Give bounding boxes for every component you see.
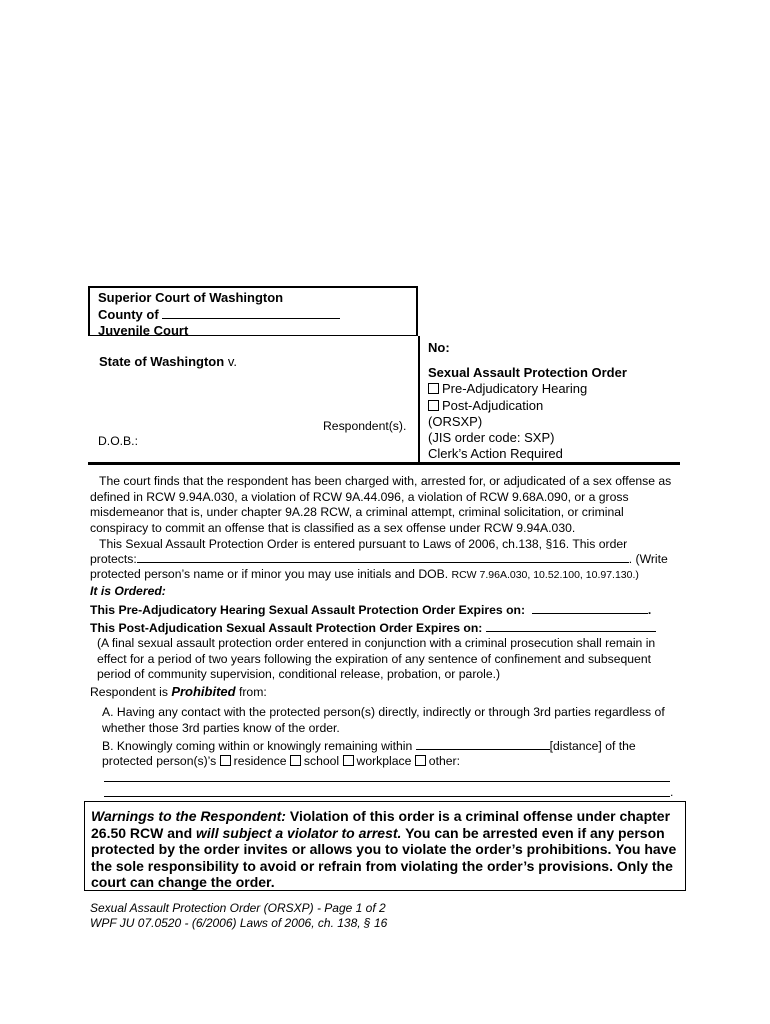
jis-code: (JIS order code: SXP) bbox=[428, 430, 555, 445]
option-pre-adjudicatory[interactable]: Pre-Adjudicatory Hearing bbox=[428, 381, 587, 398]
it-is-ordered: It is Ordered: bbox=[90, 584, 166, 598]
order-title: Sexual Assault Protection Order bbox=[428, 365, 627, 380]
item-b: B. Knowingly coming within or knowingly remaining within [distance] of the bbox=[102, 739, 636, 753]
warning-text-2: will subject a violator to arrest. bbox=[196, 824, 402, 841]
footer-form-id: WPF JU 07.0520 - (6/2006) Laws of 2006, ch. 138, § 16 bbox=[90, 916, 388, 930]
post-expires-line: This Post-Adjudication Sexual Assault Protection Order Expires on: bbox=[90, 621, 678, 637]
warning-lead: Warnings to the Respondent: bbox=[91, 808, 286, 824]
state-line: State of Washington v. bbox=[99, 354, 237, 369]
court-finding: The court finds that the respondent has been charged with, arrested for, or adjudicated of a sex offense as defined in RCW 9.94A.030, a violation of RCW 9A.44.096, a violation of RCW 9.68A.090, or a gross misdemeanor that is, under chapter 9A.28 RCW, a criminal attempt, criminal solicitation, or criminal conspiracy to commit an offense that is classified as a sex offense under RCW 9.94A.030. bbox=[90, 474, 672, 535]
clerk-action: Clerk’s Action Required bbox=[428, 446, 563, 461]
footer-page-info: Sexual Assault Protection Order (ORSXP) - Page 1 of 2 bbox=[90, 901, 386, 915]
protected-person-blank[interactable] bbox=[137, 562, 629, 563]
protects-line: protects: . (Write bbox=[90, 552, 668, 566]
entered-pursuant: This Sexual Assault Protection Order is entered pursuant to Laws of 2006, ch.138, §16. This order bbox=[99, 537, 628, 551]
other-checkbox[interactable] bbox=[415, 755, 426, 766]
prohibited-line: Respondent is Prohibited from: bbox=[90, 684, 267, 699]
court-caption-box bbox=[88, 286, 418, 336]
caption-rule bbox=[88, 462, 680, 465]
county-blank[interactable] bbox=[162, 318, 340, 319]
warning-text-1: Violation of this order is a criminal offense under chapter 26.50 RCW and bbox=[91, 808, 671, 841]
checkbox[interactable] bbox=[428, 400, 439, 411]
item-a: A. Having any contact with the protected person(s) directly, indirectly or through 3rd parties regardless of whether those 3rd parties know of the order. bbox=[102, 705, 665, 735]
distance-blank[interactable] bbox=[416, 749, 550, 750]
respondent-label: Respondent(s). bbox=[323, 419, 407, 433]
juvenile-court: Juvenile Court bbox=[98, 323, 189, 338]
warning-text-3: You can be arrested even if any person protected by the order invites or allows you to violate the order’s prohibitions. You have the sole responsibility to avoid or refrain from violating the order’s provisions. Only the court can change the order. bbox=[91, 824, 677, 891]
order-code: (ORSXP) bbox=[428, 414, 483, 429]
respondent-warning-box bbox=[84, 801, 686, 891]
post-expires-blank[interactable] bbox=[486, 631, 656, 632]
final-order-note: (A final sexual assault protection order entered in conjunction with a criminal prosecution shall remain in effect for a period of two years following the expiration of any sentence of confinement and subsequent period of community supervision, conditional release, probation, or parole.) bbox=[97, 636, 656, 681]
option-post-adjudication[interactable]: Post-Adjudication bbox=[428, 398, 543, 415]
caption-divider bbox=[418, 336, 420, 464]
county-line: County of bbox=[98, 307, 408, 324]
other-blank-2[interactable] bbox=[104, 796, 670, 797]
court-name: Superior Court of Washington bbox=[98, 290, 284, 305]
case-number-label: No: bbox=[428, 340, 450, 355]
pre-expires-blank[interactable] bbox=[532, 613, 648, 614]
school-checkbox[interactable] bbox=[290, 755, 301, 766]
residence-checkbox[interactable] bbox=[220, 755, 231, 766]
location-options: protected person(s)’s residence school workplace other: bbox=[102, 754, 460, 768]
dob-label: D.O.B.: bbox=[98, 434, 138, 448]
checkbox[interactable] bbox=[428, 383, 439, 394]
other-blank-1[interactable] bbox=[104, 781, 670, 782]
workplace-checkbox[interactable] bbox=[343, 755, 354, 766]
pre-expires-line: This Pre-Adjudicatory Hearing Sexual Assault Protection Order Expires on: . bbox=[90, 603, 652, 617]
protected-note: protected person’s name or if minor you may use initials and DOB. RCW 7.96A.030, 10.52.100, 10.97.130.) bbox=[90, 567, 639, 581]
